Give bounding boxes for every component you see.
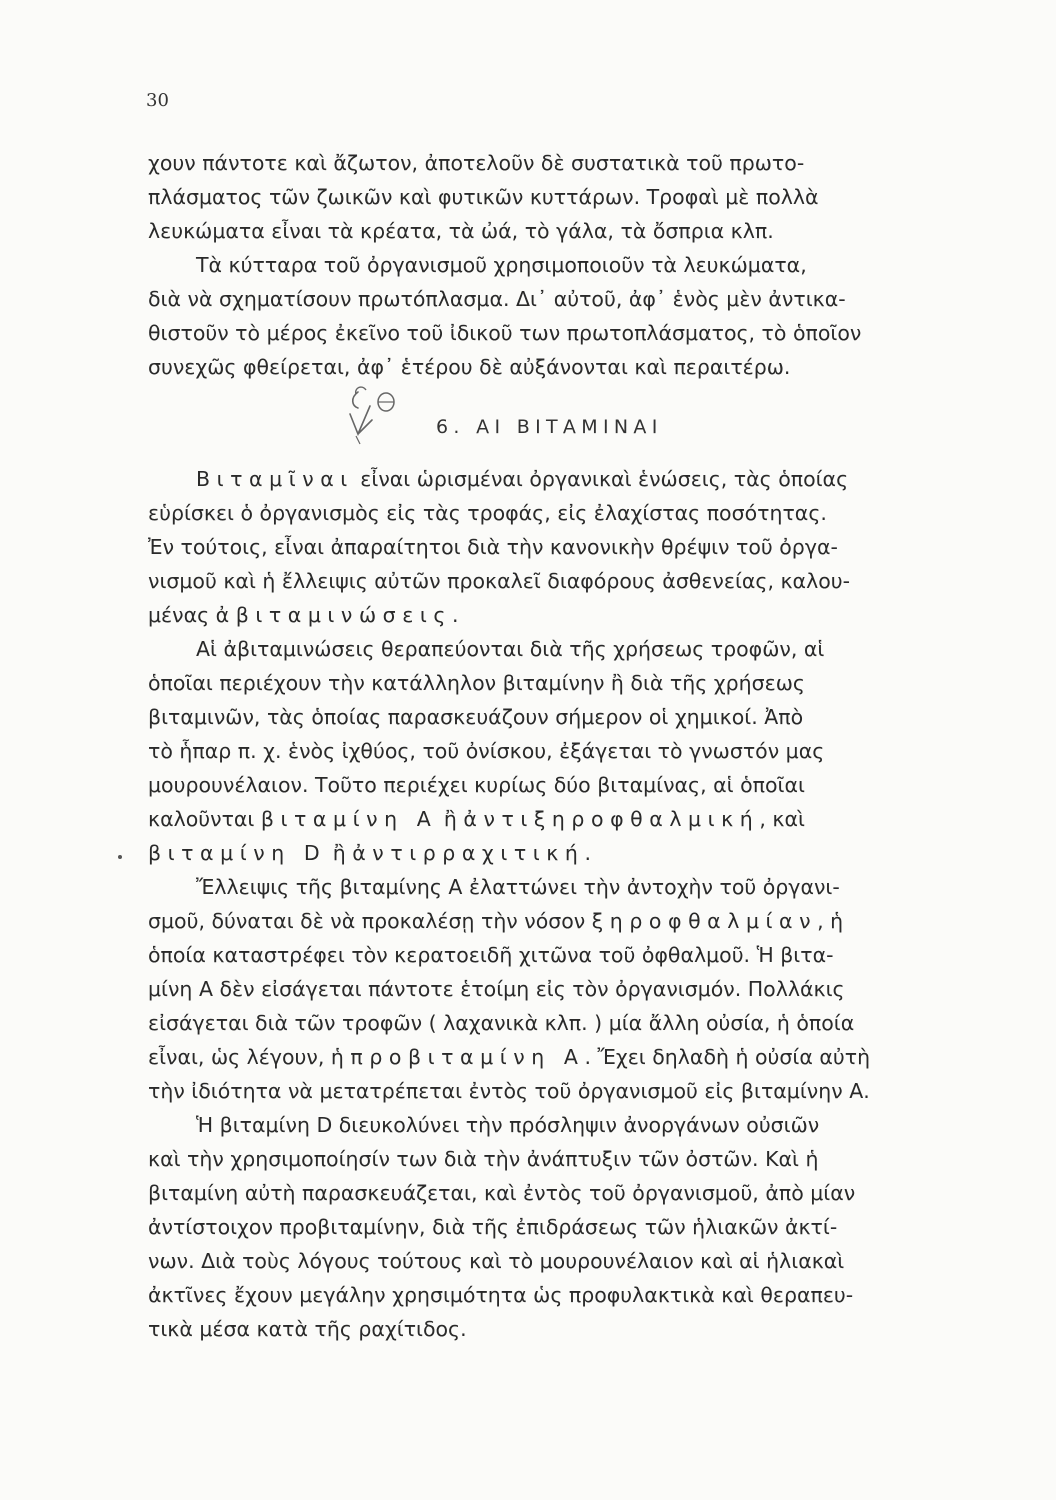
text-line: μίνη Α δὲν εἰσάγεται πάντοτε ἑτοίμη εἰς τὸν ὀργανισμόν. Πολλάκις (148, 977, 845, 1001)
text-line (148, 598, 914, 632)
text-span: εἶναι ὡρισμέναι ὀργανικαὶ ἑνώσεις, τὰς ὁποίας (353, 467, 849, 491)
text-line: τικὰ μέσα κατὰ τῆς ραχίτιδος. (148, 1317, 467, 1341)
text-line (148, 802, 914, 836)
text-line: ἀντίστοιχον προβιταμίνην, διὰ τῆς ἐπιδράσεως τῶν ἡλιακῶν ἀκτί- (148, 1215, 838, 1239)
spaced-term: ξηροφθαλμίαν (591, 909, 818, 933)
text-line: πλάσματος τῶν ζωικῶν καὶ φυτικῶν κυττάρων. Τροφαὶ μὲ πολλὰ (148, 185, 819, 209)
spaced-term: ἀβιταμινώσεις (215, 603, 452, 627)
paragraph-4 (148, 632, 914, 870)
spaced-term: ἀντιρραχιτική (352, 841, 585, 865)
text-line: τὸ ἧπαρ π. χ. ἑνὸς ἰχθύος, τοῦ ὀνίσκου, ἐξάγεται τὸ γνωστόν μας (148, 739, 825, 763)
text-line: νων. Διὰ τοὺς λόγους τούτους καὶ τὸ μουρουνέλαιον καὶ αἱ ἡλιακαὶ (148, 1249, 845, 1273)
paragraph-1 (148, 146, 914, 248)
text-span: . (451, 603, 459, 627)
text-span: ἢ (437, 807, 464, 831)
text-line: Ἡ βιταμίνη D διευκολύνει τὴν πρόσληψιν ἀνοργάνων οὐσιῶν (196, 1113, 820, 1137)
text-line: ὁποία καταστρέφει τὸν κερατοειδῆ χιτῶνα τοῦ ὀφθαλμοῦ. Ἡ βιτα- (148, 943, 834, 967)
text-line: μουρουνέλαιον. Τοῦτο περιέχει κυρίως δύο βιταμίνας, αἱ ὁποῖαι (148, 773, 805, 797)
paragraph-3 (148, 462, 914, 632)
spaced-term: προβιταμίνη Α (350, 1045, 585, 1069)
page-body (148, 146, 914, 1346)
margin-dot-mark (118, 855, 122, 859)
text-line: ὁποῖαι περιέχουν τὴν κατάλληλον βιταμίνην ἢ διὰ τῆς χρήσεως (148, 671, 805, 695)
text-line: εὑρίσκει ὁ ὀργανισμὸς εἰς τὰς τροφάς, εἰς ἐλαχίστας ποσότητας. (148, 501, 827, 525)
text-span: μένας (148, 603, 216, 627)
section-heading-row (148, 384, 914, 462)
text-line: Τὰ κύτταρα τοῦ ὀργανισμοῦ χρησιμοποιοῦν τὰ λευκώματα, (196, 253, 807, 277)
text-line: συνεχῶς φθείρεται, ἀφ᾽ ἑτέρου δὲ αὐξάνονται καὶ περαιτέρω. (148, 355, 791, 379)
text-span: . (584, 841, 591, 865)
paragraph-6 (148, 1108, 914, 1346)
text-line: χουν πάντοτε καὶ ἄζωτον, ἀποτελοῦν δὲ συστατικὰ τοῦ πρωτο- (148, 151, 805, 175)
text-line (148, 904, 914, 938)
paragraph-2 (148, 248, 914, 384)
text-line: Αἱ ἀβιταμινώσεις θεραπεύονται διὰ τῆς χρήσεως τροφῶν, αἱ (196, 637, 825, 661)
text-span: . Ἔχει δηλαδὴ ἡ οὐσία αὐτὴ (584, 1045, 871, 1069)
text-line: εἰσάγεται διὰ τῶν τροφῶν ( λαχανικὰ κλπ. ) μία ἄλλη οὐσία, ἡ ὁποία (148, 1011, 855, 1035)
spaced-term: βιταμίνη D (148, 841, 327, 865)
text-line: καὶ τὴν χρησιμοποίησίν των διὰ τὴν ἀνάπτυξιν τῶν ὀστῶν. Καὶ ἡ (148, 1147, 819, 1171)
page-number: 30 (146, 90, 169, 111)
text-line (148, 836, 914, 870)
text-span: , ἡ (817, 909, 844, 933)
text-line: λευκώματα εἶναι τὰ κρέατα, τὰ ὠά, τὸ γάλα, τὰ ὄσπρια κλπ. (148, 219, 774, 243)
text-line: Ἔλλειψις τῆς βιταμίνης Α ἐλαττώνει τὴν ἀντοχὴν τοῦ ὀργανι- (196, 875, 840, 899)
text-line: βιταμινῶν, τὰς ὁποίας παρασκευάζουν σήμερον οἱ χημικοί. Ἀπὸ (148, 705, 804, 729)
section-heading: 6. ΑΙ ΒΙΤΑΜΙΝΑΙ (436, 416, 663, 438)
text-line: θιστοῦν τὸ μέρος ἐκεῖνο τοῦ ἰδικοῦ των πρωτοπλάσματος, τὸ ὁποῖον (148, 321, 862, 345)
text-line: διὰ νὰ σχηματίσουν πρωτόπλασμα. Δι᾽ αὐτοῦ, ἀφ᾽ ἑνὸς μὲν ἀντικα- (148, 287, 846, 311)
text-span: ἢ (326, 841, 353, 865)
text-span: σμοῦ, δύναται δὲ νὰ προκαλέσῃ τὴν νόσον (148, 909, 592, 933)
text-line: βιταμίνη αὐτὴ παρασκευάζεται, καὶ ἐντὸς τοῦ ὀργανισμοῦ, ἀπὸ μίαν (148, 1181, 856, 1205)
text-line (148, 462, 914, 496)
spaced-term: βιταμίνη Α (260, 807, 438, 831)
text-span: καλοῦνται (148, 807, 261, 831)
text-span: , καὶ (759, 807, 805, 831)
text-line: ἀκτῖνες ἔχουν μεγάλην χρησιμότητα ὡς προφυλακτικὰ καὶ θεραπευ- (148, 1283, 854, 1307)
text-line: νισμοῦ καὶ ἡ ἔλλειψις αὐτῶν προκαλεῖ διαφόρους ἀσθενείας, καλου- (148, 569, 851, 593)
spaced-term: ἀντιξηροφθαλμική (463, 807, 760, 831)
text-line: Ἐν τούτοις, εἶναι ἀπαραίτητοι διὰ τὴν κανονικὴν θρέψιν τοῦ ὀργα- (148, 535, 838, 559)
text-line (148, 1040, 914, 1074)
text-line: τὴν ἰδιότητα νὰ μετατρέπεται ἐντὸς τοῦ ὀργανισμοῦ εἰς βιταμίνην Α. (148, 1079, 870, 1103)
text-span: εἶναι, ὡς λέγουν, ἡ (148, 1045, 351, 1069)
paragraph-5 (148, 870, 914, 1108)
handwritten-annotation-icon (344, 384, 414, 450)
spaced-term: Βιταμῖναι (196, 467, 354, 491)
